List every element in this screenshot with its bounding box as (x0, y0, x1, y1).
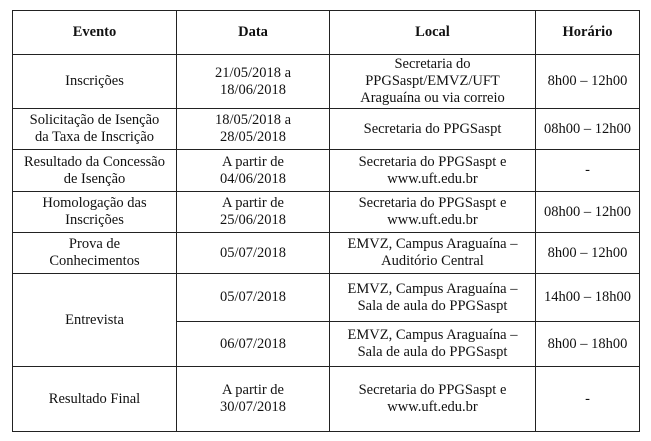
table-row (13, 367, 640, 432)
cell-text: A partir de (221, 153, 284, 170)
cell-text: EMVZ, Campus Araguaína – (347, 236, 518, 253)
cell-evento (13, 150, 177, 192)
schedule-table (12, 10, 640, 432)
header-data: Data (177, 11, 330, 55)
cell-text: Homologação das (42, 195, 147, 212)
cell-data (177, 55, 330, 109)
cell-data (177, 192, 330, 233)
cell-text: Secretaria do (394, 56, 471, 73)
cell-text: Secretaria do PPGSaspt e (358, 153, 507, 170)
cell-text: Inscrições (65, 73, 124, 90)
cell-text: Secretaria do PPGSaspt (363, 120, 502, 137)
cell-text: de Isenção (63, 170, 126, 187)
table-row (13, 274, 640, 322)
cell-text: 18/05/2018 a (214, 112, 292, 129)
cell-text: Sala de aula do PPGSaspt (357, 297, 508, 314)
cell-text: 30/07/2018 (219, 399, 287, 415)
table-row (13, 192, 640, 233)
cell-local (330, 233, 536, 274)
table-row (13, 150, 640, 192)
cell-text: PPGSaspt/EMVZ/UFT (365, 73, 500, 90)
cell-horario: 8h00 – 18h00 (536, 322, 640, 367)
cell-text: Sala de aula do PPGSaspt (357, 344, 508, 360)
table-row (13, 109, 640, 150)
table-row (13, 233, 640, 274)
cell-text: 05/07/2018 (219, 244, 287, 261)
table-row (13, 55, 640, 109)
cell-data (177, 322, 330, 367)
schedule-table-wrapper (12, 10, 639, 431)
cell-data (177, 367, 330, 432)
cell-horario: 8h00 – 12h00 (536, 55, 640, 109)
cell-text: 06/07/2018 (219, 335, 287, 352)
header-evento: Evento (13, 11, 177, 55)
cell-text: 25/06/2018 (219, 212, 287, 228)
cell-text: 05/07/2018 (219, 289, 287, 306)
cell-text: Solicitação de Isenção (29, 112, 160, 129)
cell-text: Resultado da Concessão (24, 153, 165, 170)
cell-text: Secretaria do PPGSaspt e (358, 195, 507, 212)
cell-local (330, 322, 536, 367)
cell-data (177, 274, 330, 322)
cell-text: Auditório Central (381, 253, 484, 269)
cell-local (330, 192, 536, 233)
cell-text: EMVZ, Campus Araguaína – (347, 280, 518, 297)
cell-text: Resultado Final (48, 390, 141, 407)
cell-data (177, 109, 330, 150)
cell-text: 18/06/2018 (219, 81, 287, 98)
cell-text: EMVZ, Campus Araguaína – (347, 327, 518, 344)
cell-text: da Taxa de Inscrição (34, 129, 155, 145)
cell-text: 04/06/2018 (219, 170, 287, 187)
cell-text: Prova de (68, 236, 121, 253)
cell-local (330, 55, 536, 109)
header-horario: Horário (536, 11, 640, 55)
cell-evento (13, 192, 177, 233)
cell-data (177, 233, 330, 274)
cell-text: Araguaína ou via correio (360, 89, 505, 106)
cell-horario: 08h00 – 12h00 (536, 109, 640, 150)
header-row (13, 11, 640, 55)
cell-data (177, 150, 330, 192)
cell-local (330, 150, 536, 192)
cell-horario: 8h00 – 12h00 (536, 233, 640, 274)
cell-text: www.uft.edu.br (387, 170, 478, 187)
cell-evento (13, 274, 177, 367)
cell-horario: 14h00 – 18h00 (536, 274, 640, 322)
cell-text: 21/05/2018 a (214, 64, 292, 81)
cell-evento (13, 233, 177, 274)
cell-text: 28/05/2018 (219, 129, 287, 145)
cell-text: Inscrições (65, 212, 124, 228)
cell-text: www.uft.edu.br (387, 399, 478, 415)
cell-text: Entrevista (65, 311, 124, 328)
header-local: Local (330, 11, 536, 55)
cell-local (330, 109, 536, 150)
cell-text: www.uft.edu.br (387, 212, 478, 228)
cell-local (330, 367, 536, 432)
cell-text: Conhecimentos (49, 253, 140, 269)
cell-horario: - (536, 150, 640, 192)
cell-text: A partir de (221, 382, 284, 399)
cell-local (330, 274, 536, 322)
cell-horario: - (536, 367, 640, 432)
cell-evento (13, 55, 177, 109)
cell-text: Secretaria do PPGSaspt e (358, 382, 507, 399)
cell-text: A partir de (221, 195, 284, 212)
cell-evento (13, 109, 177, 150)
cell-horario: 08h00 – 12h00 (536, 192, 640, 233)
cell-evento (13, 367, 177, 432)
